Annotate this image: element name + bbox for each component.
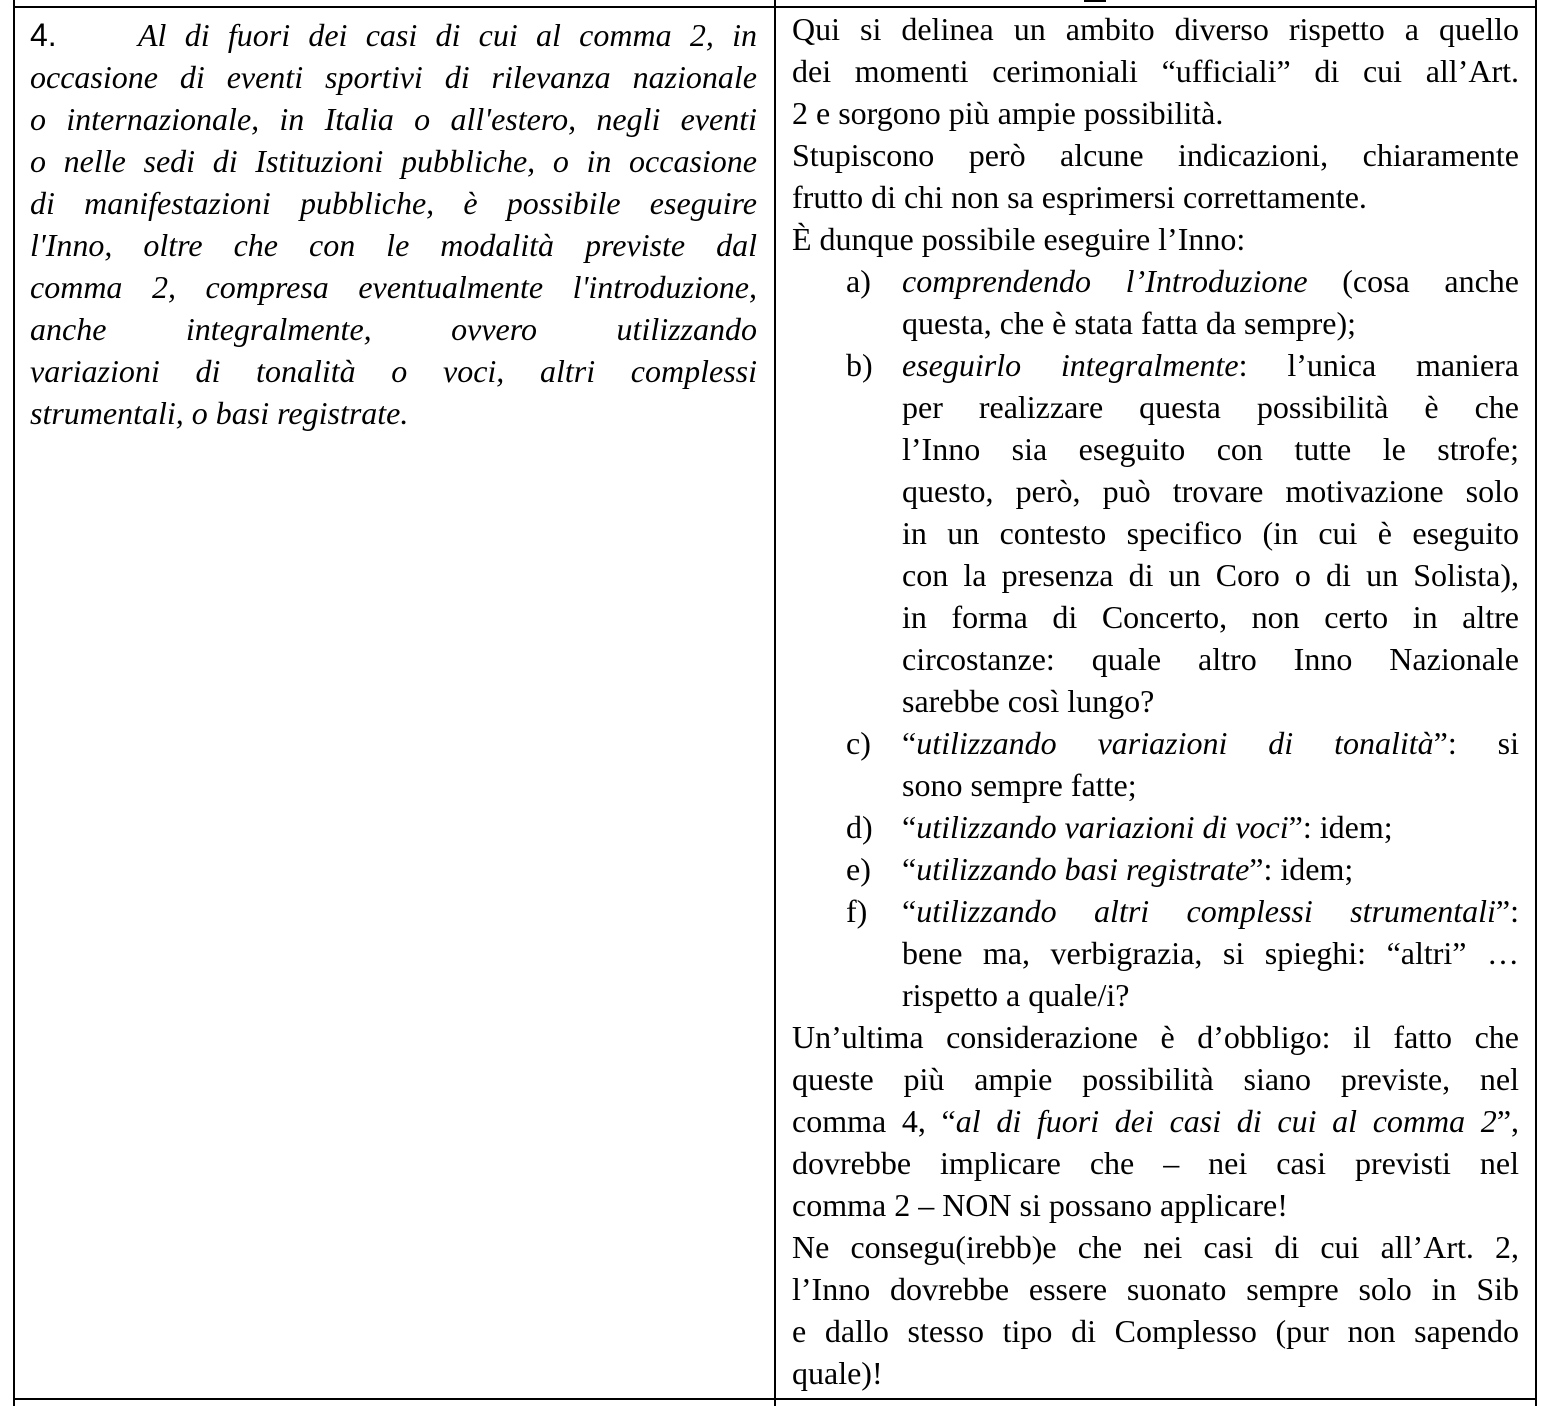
list-item-line: sono sempre fatte; <box>902 767 1137 803</box>
text-fragment: ”, <box>1496 1103 1520 1139</box>
list-item-letter: d) <box>846 809 873 845</box>
law-text-line: di manifestazioni pubbliche, è possibile eseguire <box>30 185 757 221</box>
commentary-line <box>792 1100 1519 1142</box>
list-item <box>792 722 1519 806</box>
text-fragment: ”: idem; <box>1249 851 1354 887</box>
table-column-divider <box>774 0 776 1406</box>
law-text-line: o nelle sedi di Istituzioni pubbliche, o in occasione <box>30 143 757 179</box>
list-item <box>792 890 1519 1016</box>
text-fragment: : l’unica maniera <box>1238 347 1519 383</box>
law-text-line: comma 2, compresa eventualmente l'introduzione, <box>30 269 757 305</box>
list-item-line <box>902 722 1519 764</box>
list-item-letter: c) <box>846 725 871 761</box>
quote-mark: “ <box>902 809 917 845</box>
law-text-line: strumentali, o basi registrate. <box>30 395 409 431</box>
list-item-line: questo, però, può trovare motivazione solo <box>902 473 1519 509</box>
commentary-line: quale)! <box>792 1355 883 1391</box>
text-fragment: (cosa anche <box>1307 263 1520 299</box>
list-item-line <box>902 848 1519 890</box>
list-item-line: per realizzare questa possibilità è che <box>902 389 1519 425</box>
list-item-line: rispetto a quale/i? <box>902 977 1130 1013</box>
list-item <box>792 260 1519 344</box>
list-item-line: in forma di Concerto, non certo in altre <box>902 599 1519 635</box>
italic-fragment: utilizzando altri complessi strumentali <box>916 893 1496 929</box>
list-item-line: in un contesto specifico (in cui è eseguito <box>902 515 1519 551</box>
text-fragment: ”: idem; <box>1288 809 1393 845</box>
commentary-line: l’Inno dovrebbe essere suonato sempre solo in Sib <box>792 1271 1519 1307</box>
text-fragment: ”: <box>1495 893 1519 929</box>
commentary-line: dovrebbe implicare che – nei casi previsti nel <box>792 1145 1519 1181</box>
italic-fragment: utilizzando variazioni di tonalità <box>916 725 1434 761</box>
list-item <box>792 806 1519 848</box>
commentary-line: Ne consegu(irebb)e che nei casi di cui all’Art. 2, <box>792 1229 1519 1265</box>
quote-mark: “ <box>902 725 917 761</box>
list-item-letter: f) <box>846 893 868 929</box>
commentary-line: Stupiscono però alcune indicazioni, chiaramente <box>792 137 1519 173</box>
commentary-line: Un’ultima considerazione è d’obbligo: il fatto che <box>792 1019 1519 1055</box>
table-top-stub <box>1084 0 1106 2</box>
italic-fragment: utilizzando variazioni di voci <box>916 809 1289 845</box>
law-text-line <box>30 14 757 56</box>
list-item-letter: a) <box>846 263 871 299</box>
commentary-cell <box>792 8 1519 1394</box>
text-fragment: comma 4, “ <box>792 1103 956 1139</box>
law-text-line: l'Inno, oltre che con le modalità previste dal <box>30 227 757 263</box>
table-right-border <box>1535 0 1537 1406</box>
list-item-line <box>902 890 1519 932</box>
paragraph-number: 4. <box>30 17 57 53</box>
list-item-line <box>902 260 1519 302</box>
commentary-line: e dallo stesso tipo di Complesso (pur non sapendo <box>792 1313 1519 1349</box>
law-text-line: variazioni di tonalità o voci, altri complessi <box>30 353 757 389</box>
law-text-line: occasione di eventi sportivi di rilevanza nazionale <box>30 59 757 95</box>
list-item-line: circostanze: quale altro Inno Nazionale <box>902 641 1519 677</box>
law-text-line: o internazionale, in Italia o all'estero, negli eventi <box>30 101 757 137</box>
law-text-fragment: Al di fuori dei casi di cui al comma 2, in <box>138 17 757 53</box>
commentary-line: 2 e sorgono più ampie possibilità. <box>792 95 1224 131</box>
law-text-line: anche integralmente, ovvero utilizzando <box>30 311 757 347</box>
italic-fragment: comprendendo l’Introduzione <box>902 263 1308 299</box>
list-item <box>792 344 1519 722</box>
list-item-line: bene ma, verbigrazia, si spieghi: “altri” … <box>902 935 1519 971</box>
list-item-line: sarebbe così lungo? <box>902 683 1155 719</box>
list-item-letter: e) <box>846 851 871 887</box>
commentary-line: dei momenti cerimoniali “ufficiali” di cui all’Art. <box>792 53 1519 89</box>
commentary-line: Qui si delinea un ambito diverso rispetto a quello <box>792 11 1519 47</box>
commentary-line: È dunque possibile eseguire l’Inno: <box>792 221 1246 257</box>
list-item-line <box>902 806 1519 848</box>
list-item-letter: b) <box>846 347 873 383</box>
list-item-line: con la presenza di un Coro o di un Solista), <box>902 557 1519 593</box>
law-text-cell <box>30 14 757 434</box>
commentary-line: queste più ampie possibilità siano previste, nel <box>792 1061 1519 1097</box>
quote-mark: “ <box>902 893 917 929</box>
italic-fragment: eseguirlo integralmente <box>902 347 1239 383</box>
list-item-line <box>902 344 1519 386</box>
text-fragment: ”: si <box>1433 725 1520 761</box>
list-item-line: l’Inno sia eseguito con tutte le strofe; <box>902 431 1519 467</box>
table-left-border <box>13 0 15 1406</box>
italic-fragment: utilizzando basi registrate <box>916 851 1250 887</box>
quote-mark: “ <box>902 851 917 887</box>
commentary-line: comma 2 – NON si possano applicare! <box>792 1187 1288 1223</box>
italic-fragment: al di fuori dei casi di cui al comma 2 <box>955 1103 1497 1139</box>
list-item-line: questa, che è stata fatta da sempre); <box>902 305 1356 341</box>
commentary-line: frutto di chi non sa esprimersi correttamente. <box>792 179 1367 215</box>
list-item <box>792 848 1519 890</box>
